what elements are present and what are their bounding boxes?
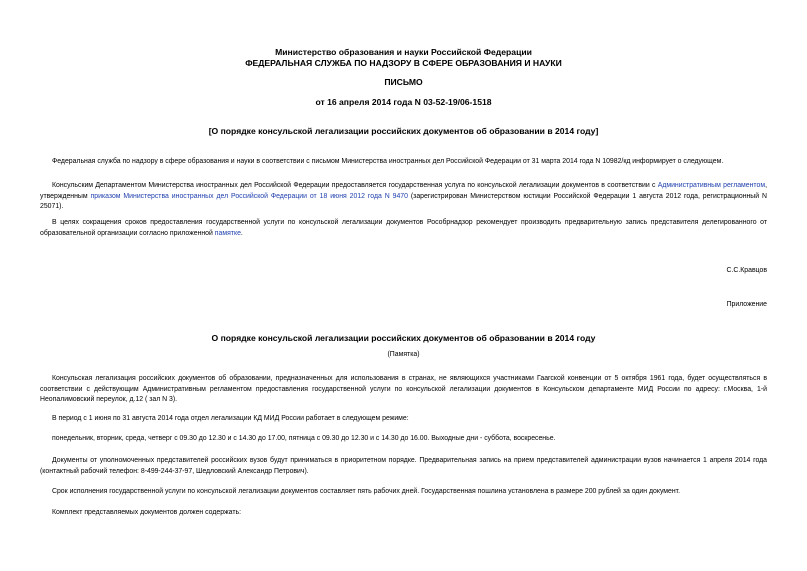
memo-paragraph-6: Комплект представляемых документов должен содержать:	[52, 509, 241, 516]
memo-paragraph-1: Консульская легализация российских документов об образовании, предназначенных для использования в странах, не являющихся участниками Гаагской конвенции от 5 октября 1961 года, будет осуществляться в соответствии с действующим Административным регламентом предоставления государственной услуги по консульской легализации документов в Консульском департаменте МИД России по адресу: г.Москва, 1-й Неопалимовский переулок, д.12 ( зал N 3).	[40, 375, 767, 403]
attachment-label: Приложение	[726, 301, 767, 308]
memo-paragraph-4: Документы от уполномоченных представителей российских вузов будут приниматься в приоритетном порядке. Предварительная запись на прием представителей администрации вузов начинается 1 апреля 2014 года (контактный рабочий телефон: 8-499-244-37-97, Шедловский Александр Петрович).	[40, 457, 767, 475]
doc-type: ПИСЬМО	[384, 77, 423, 87]
memo-paragraph-3: понедельник, вторник, среда, четверг с 09.30 до 12.30 и с 14.30 до 17.00, пятница с 09.30 до 12.30 и с 14.30 до 16.00. Выходные дни - суббота, воскресенье.	[52, 435, 556, 442]
service-name: ФЕДЕРАЛЬНАЯ СЛУЖБА ПО НАДЗОРУ В СФЕРЕ ОБРАЗОВАНИЯ И НАУКИ	[245, 58, 562, 68]
letter-paragraph-1: Федеральная служба по надзору в сфере образования и науки в соответствии с письмом Министерства иностранных дел Российской Федерации от 31 марта 2014 года N 10982/кд информирует о следующем.	[52, 158, 724, 165]
memo-link[interactable]: памятке	[214, 229, 241, 237]
letter-paragraph-2-text-a: Консульским Департаментом Министерства иностранных дел Российской Федерации предоставляется государственная услуга по консульской легализации документов в соответствии с	[52, 182, 658, 189]
doc-date-number: от 16 апреля 2014 года N 03-52-19/06-1518	[315, 97, 492, 107]
letter-paragraph-2-text-b: , утвержденным	[40, 182, 767, 200]
memo-paragraph-5: Срок исполнения государственной услуги по консульской легализации документов составляет пять рабочих дней. Государственная пошлина установлена в размере 200 рублей за один документ.	[52, 488, 680, 495]
memo-subtitle: (Памятка)	[387, 351, 420, 358]
ministry-name: Министерство образования и науки Российской Федерации	[275, 47, 532, 57]
admin-regulation-link[interactable]: Административным регламентом	[657, 182, 766, 189]
letter-paragraph-3-text-a: В целях сокращения сроков предоставления государственной услуги по консульской легализации документов Рособрнадзор рекомендует производить предварительную запись представителя делегированного от образовательной организации согласно приложенной	[40, 219, 767, 237]
signature: С.С.Кравцов	[726, 267, 767, 274]
letter-paragraph-3	[40, 218, 767, 239]
mfa-order-link[interactable]: приказом Министерства иностранных дел Российской Федерации от 18 июня 2012 года N 9470	[90, 192, 408, 200]
letter-paragraph-2	[40, 181, 767, 213]
letter-paragraph-3-text-b: .	[240, 229, 243, 237]
memo-title: О порядке консульской легализации российских документов об образовании в 2014 году	[211, 333, 596, 343]
letter-paragraph-2-text-c: (зарегистрирован Министерством юстиции Российской Федерации 1 августа 2012 года, регистрационный N 25071).	[40, 192, 767, 210]
doc-subject: [О порядке консульской легализации российских документов об образовании в 2014 году]	[208, 126, 599, 136]
memo-paragraph-2: В период с 1 июня по 31 августа 2014 года отдел легализации КД МИД России работает в следующем режиме:	[52, 415, 409, 422]
